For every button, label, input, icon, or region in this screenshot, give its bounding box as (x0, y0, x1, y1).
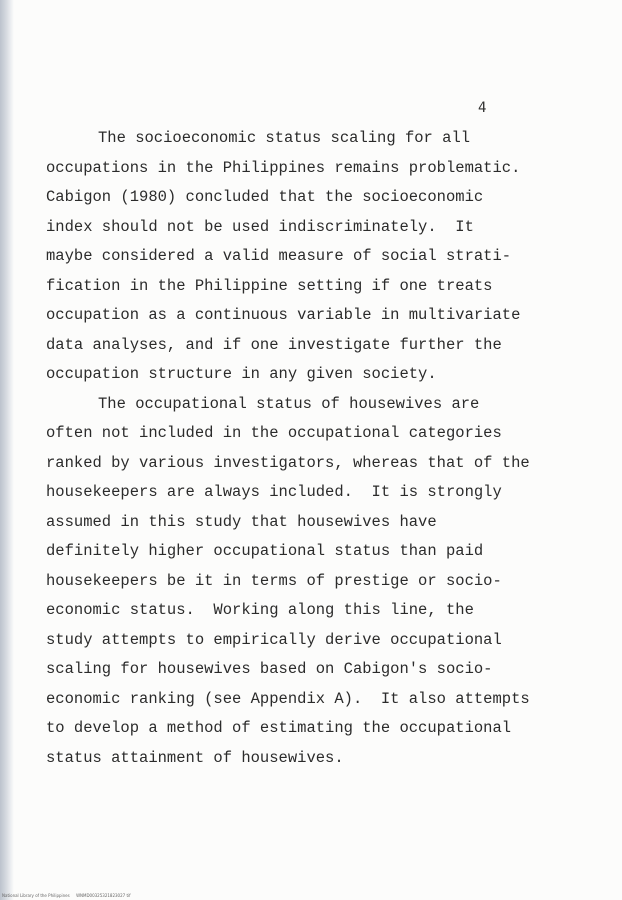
text-line: housekeepers are always included. It is strongly (46, 483, 502, 501)
text-line: assumed in this study that housewives have (46, 512, 437, 531)
text-line: occupation as a continuous variable in multivariate (46, 306, 521, 324)
text-line: often not included in the occupational categories (46, 424, 502, 442)
text-line: data analyses, and if one investigate further the (46, 335, 502, 354)
body-text (46, 124, 530, 773)
paragraph-1 (46, 124, 526, 390)
text-line: occupations in the Philippines remains problematic. (46, 158, 521, 177)
scan-footer-note: National Library of the Philippines WNMD00325321823027 tif (2, 893, 131, 898)
paragraph-2 (46, 390, 530, 774)
text-line: housekeepers be it in terms of prestige or socio- (46, 571, 502, 590)
text-line: maybe considered a valid measure of social strati- (46, 247, 512, 265)
text-line: Cabigon (1980) concluded that the socioeconomic (46, 188, 484, 206)
text-line: ranked by various investigators, whereas that of the (46, 453, 530, 472)
text-line: The occupational status of housewives are (98, 394, 480, 413)
text-line: definitely higher occupational status than paid (46, 542, 484, 560)
text-line: economic ranking (see Appendix A). It also attempts (46, 689, 530, 708)
text-line: The socioeconomic status scaling for all (98, 129, 471, 147)
text-line: to develop a method of estimating the occupational (46, 719, 512, 737)
page-number: 4 (478, 100, 487, 116)
text-line: occupation structure in any given society. (46, 365, 437, 383)
page-binding-edge (0, 0, 14, 900)
text-line: status attainment of housewives. (46, 748, 344, 767)
text-line: scaling for housewives based on Cabigon's socio- (46, 660, 493, 678)
text-line: index should not be used indiscriminately. It (46, 217, 474, 236)
text-line: study attempts to empirically derive occupational (46, 630, 502, 649)
text-line: economic status. Working along this line, the (46, 601, 474, 619)
text-line: fication in the Philippine setting if one treats (46, 276, 493, 295)
